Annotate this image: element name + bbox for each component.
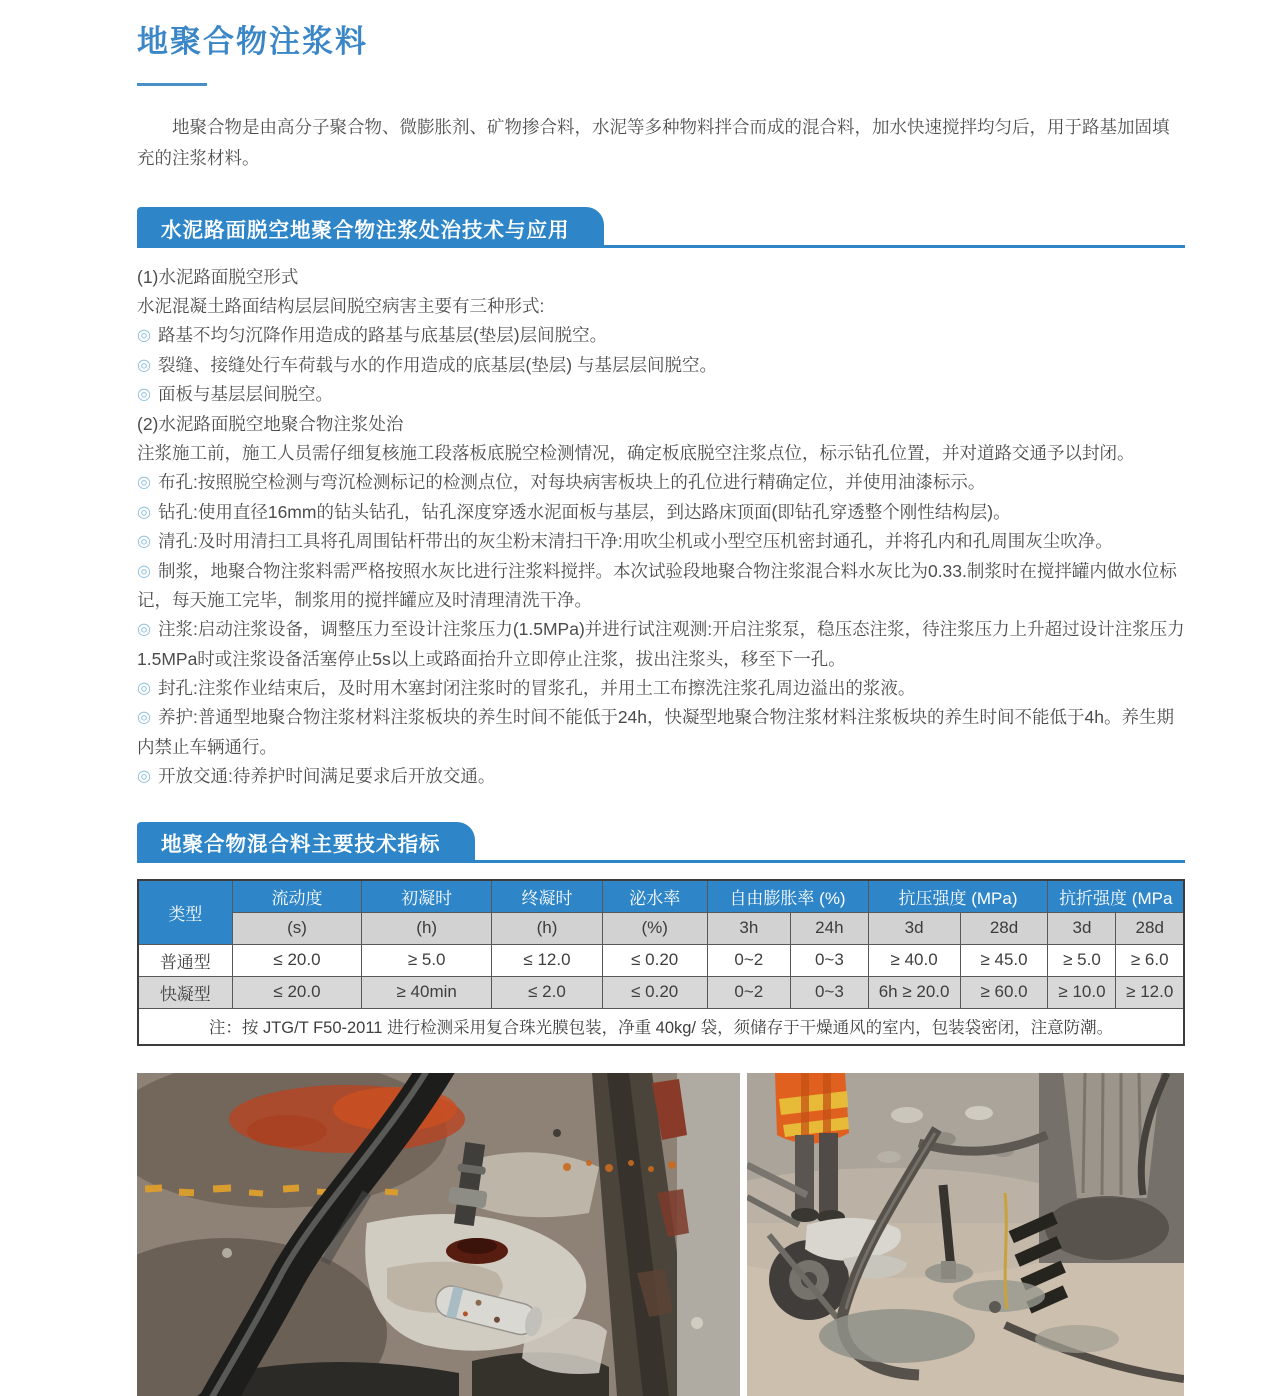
row-label: 普通型: [138, 944, 232, 976]
title-underline: [137, 83, 207, 86]
section1-body: [137, 263, 1185, 791]
bullet-line: ◎ 清孔:及时用清扫工具将孔周围钻杆带出的灰尘粉末清扫干净:用吹尘机或小型空压机密封通孔，并将孔内和孔周围灰尘吹净。: [137, 531, 1113, 552]
col-subheader: 3h: [707, 912, 791, 944]
bullet-icon: ◎: [137, 327, 151, 345]
table-row: [138, 976, 1184, 1008]
page-title: 地聚合物注浆料: [137, 24, 368, 59]
cell: 0~3: [791, 976, 868, 1008]
col-header: 泌水率: [602, 880, 707, 913]
photo-gallery: [137, 1073, 1185, 1396]
bullet-line: ◎ 面板与基层层间脱空。: [137, 384, 333, 405]
bullet-icon: ◎: [137, 621, 151, 639]
cell: ≤ 12.0: [492, 944, 603, 976]
bullet-line: ◎ 裂缝、接缝处行车荷载与水的作用造成的底基层(垫层) 与基层层间脱空。: [137, 354, 717, 375]
col-subheader: (h): [362, 912, 492, 944]
col-header: 抗压强度 (MPa): [868, 880, 1048, 913]
table-note-row: [138, 1008, 1184, 1045]
cell: ≤ 0.20: [602, 976, 707, 1008]
bullet-line: ◎ 开放交通:待养护时间满足要求后开放交通。: [137, 766, 496, 787]
section1-heading-row: [137, 207, 1185, 248]
section2-heading-row: [137, 822, 1185, 863]
col-subheader: 28d: [960, 912, 1048, 944]
cell: ≥ 40min: [362, 976, 492, 1008]
bullet-line: ◎ 注浆:启动注浆设备，调整压力至设计注浆压力(1.5MPa)并进行试注观测:开启注浆泵，稳压态注浆，待注浆压力上升超过设计注浆压力1.5MPa时或注浆设备活塞停止5s以上或路面抬升立即停止注浆，拔出注浆头，移至下一孔。: [137, 619, 1185, 669]
bullet-icon: ◎: [137, 386, 151, 404]
cell: ≥ 5.0: [1048, 944, 1116, 976]
col-subheader: 24h: [791, 912, 868, 944]
bullet-line: ◎ 封孔:注浆作业结束后，及时用木塞封闭注浆时的冒浆孔，并用土工布擦洗注浆孔周边溢出的浆液。: [137, 677, 916, 698]
cell: ≥ 12.0: [1116, 976, 1184, 1008]
cell: ≥ 60.0: [960, 976, 1048, 1008]
col-subheader: 28d: [1116, 912, 1184, 944]
bullet-icon: ◎: [137, 768, 151, 786]
section1-heading: 水泥路面脱空地聚合物注浆处治技术与应用: [161, 218, 570, 242]
cell: 6h ≥ 20.0: [868, 976, 960, 1008]
section1-tab: [137, 207, 604, 248]
cell: 0~3: [791, 944, 868, 976]
bullet-icon: ◎: [137, 533, 151, 551]
row-label: 快凝型: [138, 976, 232, 1008]
section2-tab: [137, 822, 475, 863]
bullet-line: ◎ 路基不均匀沉降作用造成的路基与底基层(垫层)层间脱空。: [137, 325, 608, 346]
text-line: (1)水泥路面脱空形式: [137, 267, 299, 288]
bullet-icon: ◎: [137, 356, 151, 374]
bullet-icon: ◎: [137, 474, 151, 492]
cell: ≥ 40.0: [868, 944, 960, 976]
cell: ≥ 45.0: [960, 944, 1048, 976]
bullet-icon: ◎: [137, 679, 151, 697]
table-row: [138, 944, 1184, 976]
col-subheader: 3d: [868, 912, 960, 944]
col-header: 终凝时: [492, 880, 603, 913]
cell: ≤ 20.0: [232, 976, 362, 1008]
table-note: 注：按 JTG/T F50-2011 进行检测采用复合珠光膜包装，净重 40kg/ 袋，须储存于干燥通风的室内，包装袋密闭，注意防潮。: [138, 1008, 1184, 1045]
spec-table: [137, 879, 1185, 1046]
text-line: 水泥混凝土路面结构层层间脱空病害主要有三种形式:: [137, 296, 545, 317]
col-header: 初凝时: [362, 880, 492, 913]
cell: 0~2: [707, 976, 791, 1008]
cell: ≥ 10.0: [1048, 976, 1116, 1008]
cell: ≤ 2.0: [492, 976, 603, 1008]
cell: ≥ 6.0: [1116, 944, 1184, 976]
col-subheader: (s): [232, 912, 362, 944]
bullet-line: ◎ 钻孔:使用直径16mm的钻头钻孔，钻孔深度穿透水泥面板与基层，到达路床顶面(即钻孔穿透整个刚性结构层)。: [137, 501, 1011, 522]
cell: ≤ 20.0: [232, 944, 362, 976]
bullet-line: ◎ 布孔:按照脱空检测与弯沉检测标记的检测点位，对每块病害板块上的孔位进行精确定位，并使用油漆标示。: [137, 472, 986, 493]
intro-paragraph: 地聚合物是由高分子聚合物、微膨胀剂、矿物掺合料，水泥等多种物料拌合而成的混合料，加水快速搅拌均匀后，用于路基加固填充的注浆材料。: [137, 117, 1170, 168]
cell: ≥ 5.0: [362, 944, 492, 976]
cell: ≤ 0.20: [602, 944, 707, 976]
photo-grouting-site: [747, 1073, 1184, 1396]
bullet-line: ◎ 养护:普通型地聚合物注浆材料注浆板块的养生时间不能低于24h，快凝型地聚合物注浆材料注浆板块的养生时间不能低于4h。养生期内禁止车辆通行。: [137, 707, 1174, 757]
section2-heading: 地聚合物混合料主要技术指标: [161, 833, 441, 857]
bullet-icon: ◎: [137, 709, 151, 727]
col-subheader: (%): [602, 912, 707, 944]
page-content: [137, 0, 1185, 1396]
bullet-line: ◎ 制浆，地聚合物注浆料需严格按照水灰比进行注浆料搅拌。本次试验段地聚合物注浆混合料水灰比为0.33.制浆时在搅拌罐内做水位标记，每天施工完毕，制浆用的搅拌罐应及时清理清洗干净。: [137, 560, 1177, 611]
col-header: 自由膨胀率 (%): [707, 880, 868, 913]
cell: 0~2: [707, 944, 791, 976]
col-subheader: 3d: [1048, 912, 1116, 944]
text-line: 注浆施工前，施工人员需仔细复核施工段落板底脱空检测情况，确定板底脱空注浆点位，标示钻孔位置，并对道路交通予以封闭。: [137, 443, 1135, 464]
photo-grouting-hose-art: [137, 1073, 740, 1396]
col-subheader: (h): [492, 912, 603, 944]
photo-grouting-hose: [137, 1073, 740, 1396]
col-header-type: 类型: [138, 880, 232, 945]
col-header: 流动度: [232, 880, 362, 913]
bullet-icon: ◎: [137, 503, 151, 521]
photo-grouting-site-art: [747, 1073, 1184, 1396]
bullet-icon: ◎: [137, 562, 151, 580]
text-line: (2)水泥路面脱空地聚合物注浆处治: [137, 413, 404, 434]
col-header: 抗折强度 (MPa: [1048, 880, 1184, 913]
